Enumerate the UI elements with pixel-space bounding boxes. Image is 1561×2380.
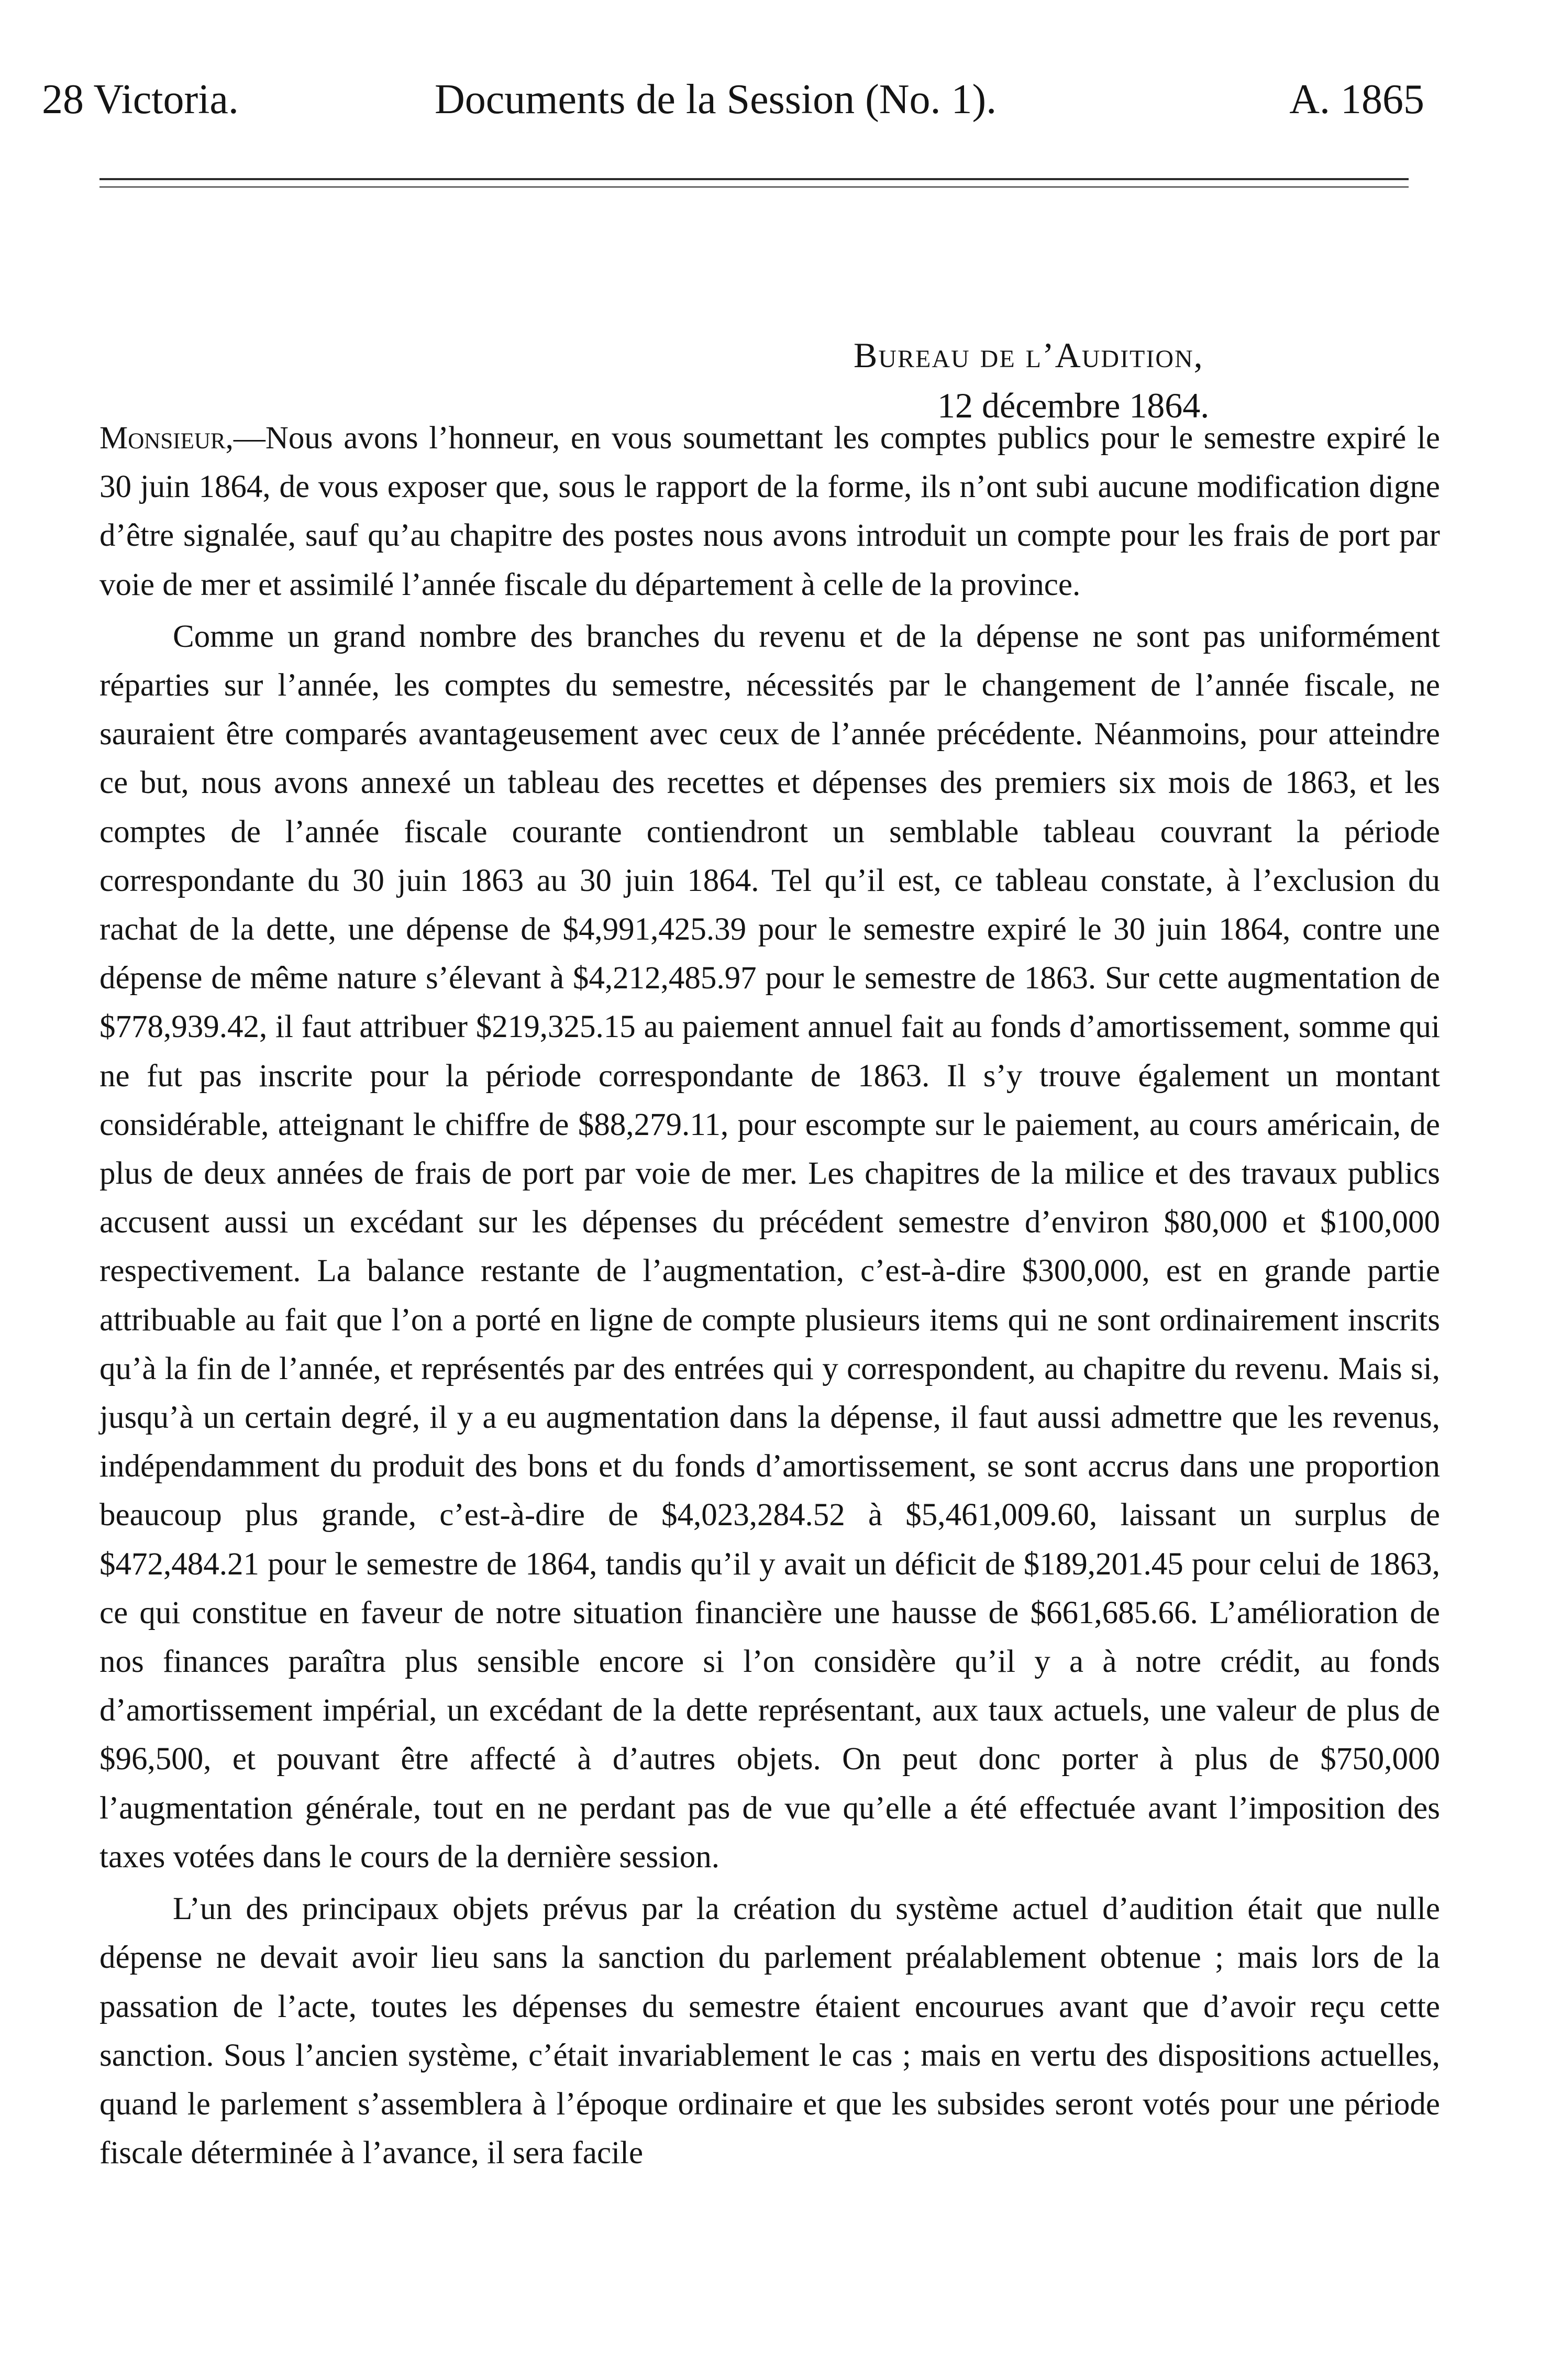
paragraph-3: L’un des principaux objets prévus par la création du système actuel d’audition était que nulle dépense ne devait avoir lieu sans la sanction du parlement préalablement obtenue ; mais lors de la passation de l’acte, toutes les dépenses du semestre étaient encourues avant que d’avoir reçu cette sanction. Sous l’ancien système, c’était invariablement le cas ; mais en vertu des dispositions actuelles, quand le parlement s’assemblera à l’époque ordinaire et que les subsides seront votés pour une période fiscale déterminée à l’avance, il sera facile — [99, 1891, 1440, 2171]
paragraph-1-text: —Nous avons l’honneur, en vous soumettant les comptes publics pour le semestre expiré le 30 juin 1864, de vous exposer que, sous le rapport de la forme, ils n’ont subi aucune modification digne d’être signalée, sauf qu’au chapitre des postes nous avons introduit un compte pour les frais de port par voie de mer et assimilé l’année fiscale du département à celle de la province. — [99, 421, 1440, 602]
salutation: Monsieur, — [99, 421, 234, 456]
header-year: A. 1865 — [1289, 76, 1424, 123]
running-header — [42, 65, 1424, 134]
letter-sender: Bureau de l’Audition, — [854, 335, 1204, 375]
header-session-year: 28 Victoria. — [42, 76, 239, 123]
paragraph-1 — [99, 414, 1440, 609]
header-rule-thin — [99, 186, 1409, 188]
header-document-title: Documents de la Session (No. 1). — [435, 76, 997, 123]
letter-body — [99, 414, 1440, 2177]
letter-date: 12 décembre 1864. — [937, 385, 1210, 425]
paragraph-2: Comme un grand nombre des branches du revenu et de la dépense ne sont pas uniformément réparties sur l’année, les comptes du semestre, nécessités par le changement de l’année fiscale, ne sauraient être comparés avantageusement avec ceux de l’année précédente. Néanmoins, pour atteindre ce but, nous avons annexé un tableau des recettes et dépenses des premiers six mois de 1863, et les comptes de l’année fiscale courante contiendront un semblable tableau couvrant la période correspondante du 30 juin 1863 au 30 juin 1864. Tel qu’il est, ce tableau constate, à l’exclusion du rachat de la dette, une dépense de $4,991,425.39 pour le semestre expiré le 30 juin 1864, contre une dépense de même nature s’élevant à $4,212,485.97 pour le semestre de 1863. Sur cette augmentation de $778,939.42, il faut attribuer $219,325.15 au paiement annuel fait au fonds d’amortissement, somme qui ne fut pas inscrite pour la période correspondante de 1863. Il s’y trouve également un montant considérable, atteignant le chiffre de $88,279.11, pour escompte sur le paiement, au cours américain, de plus de deux années de frais de port par voie de mer. Les chapitres de la milice et des travaux publics accusent aussi un excédant sur les dépenses du précédent semestre d’environ $80,000 et $100,000 respectivement. La balance restante de l’augmentation, c’est-à-dire $300,000, est en grande partie attribuable au fait que l’on a porté en ligne de compte plusieurs items qui ne sont ordinairement inscrits qu’à la fin de l’année, et représentés par des entrées qui y correspondent, au chapitre du revenu. Mais si, jusqu’à un certain degré, il y a eu augmentation dans la dépense, il faut aussi admettre que les revenus, indépendamment du produit des bons et du fonds d’amortissement, se sont accrus dans une proportion beaucoup plus grande, c’est-à-dire de $4,023,284.52 à $5,461,009.60, laissant un surplus de $472,484.21 pour le semestre de 1864, tandis qu’il y avait un déficit de $189,201.45 pour celui de 1863, ce qui constitue en faveur de notre situation financière une hausse de $661,685.66. L’amélioration de nos finances paraîtra plus sensible encore si l’on considère qu’il y a à notre crédit, au fonds d’amortissement impérial, un excédant de la dette représentant, aux taux actuels, une valeur de plus de $96,500, et pouvant être affecté à d’autres objets. On peut donc porter à plus de $750,000 l’augmentation générale, tout en ne perdant pas de vue qu’elle a été effectuée avant l’imposition des taxes votées dans le cours de la dernière session. — [99, 619, 1440, 1875]
header-rule — [99, 178, 1409, 180]
